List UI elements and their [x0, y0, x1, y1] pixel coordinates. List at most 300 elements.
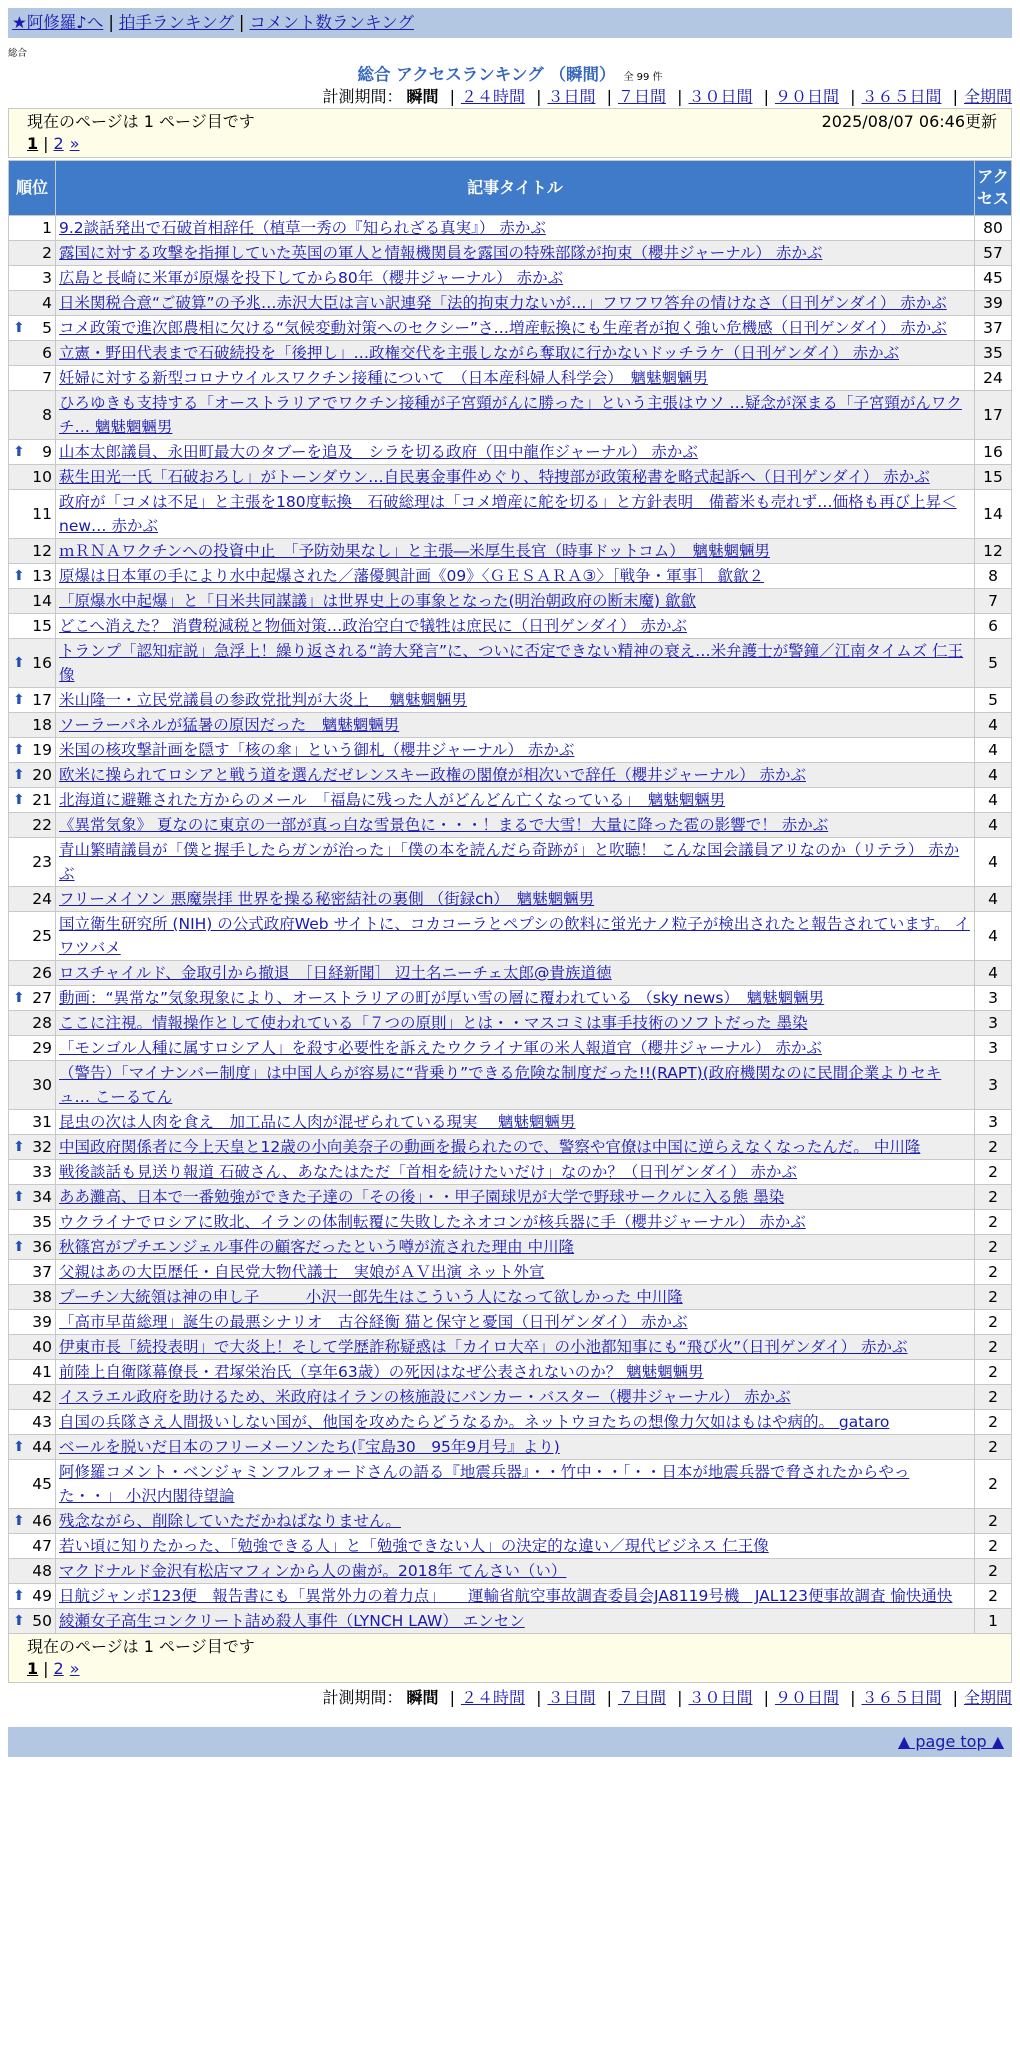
period-link-24h[interactable]: ２４時間 — [460, 87, 525, 106]
title-cell — [56, 341, 975, 366]
rank-cell — [9, 1534, 56, 1559]
article-link[interactable]: 米国の核攻撃計画を隠す「核の傘」という御札（櫻井ジャーナル） 赤かぶ — [59, 741, 575, 759]
access-count: 5 — [975, 688, 1012, 713]
rank-cell — [9, 1235, 56, 1260]
rank-number: 45 — [32, 1475, 52, 1493]
table-row — [9, 241, 1012, 266]
title-cell — [56, 1135, 975, 1160]
period-link-7d-bottom[interactable]: ７日間 — [617, 1688, 666, 1707]
article-link[interactable]: 綾瀬女子高生コンクリート詰め殺人事件（LYNCH LAW） エンセン — [59, 1612, 525, 1630]
ranking-title: 総合 アクセスランキング （瞬間） — [357, 65, 616, 84]
rank-number: 33 — [32, 1163, 52, 1181]
page-current: 1 — [27, 134, 39, 153]
title-cell — [56, 961, 975, 986]
rank-up-icon: ⬆ — [13, 990, 25, 1006]
page-link-2-bottom[interactable]: 2 — [53, 1659, 64, 1678]
access-count: 17 — [975, 391, 1012, 440]
article-link[interactable]: 萩生田光一氏「石破おろし」がトーンダウン…自民裏金事件めぐり、特捜部が政策秘書を略式起訴へ（日刊ゲンダイ） 赤かぶ — [59, 468, 930, 486]
period-link-90d-bottom[interactable]: ９０日間 — [774, 1688, 839, 1707]
header-rank: 順位 — [9, 161, 56, 216]
table-row — [9, 788, 1012, 813]
article-link[interactable]: 露国に対する攻撃を指揮していた英国の軍人と情報機関員を露国の特殊部隊が拘束（櫻井ジャーナル） 赤かぶ — [59, 244, 823, 262]
title-cell — [56, 1509, 975, 1534]
table-row — [9, 1360, 1012, 1385]
rank-number: 29 — [32, 1039, 52, 1057]
table-row — [9, 986, 1012, 1011]
access-count: 2 — [975, 1584, 1012, 1609]
article-link[interactable]: フリーメイソン 悪魔崇拝 世界を操る秘密結社の裏側 （街録ch） 魑魅魍魎男 — [59, 890, 595, 908]
rank-cell — [9, 1011, 56, 1036]
updated-time: 2025/08/07 06:46更新 — [821, 112, 997, 131]
access-count: 14 — [975, 490, 1012, 539]
table-row — [9, 1559, 1012, 1584]
access-count: 5 — [975, 639, 1012, 688]
rank-number: 28 — [32, 1014, 52, 1032]
table-row — [9, 1135, 1012, 1160]
title-cell — [56, 1011, 975, 1036]
rank-number: 47 — [32, 1537, 52, 1555]
rank-cell — [9, 688, 56, 713]
article-link[interactable]: 日米関税合意“ご破算”の予兆…赤沢大臣は言い訳連発「法的拘束力ないが…」フワフワ答弁の情けなさ（日刊ゲンダイ） 赤かぶ — [59, 294, 947, 312]
table-row — [9, 763, 1012, 788]
article-link[interactable]: 前陸上自衛隊幕僚長・君塚栄治氏（享年63歳）の死因はなぜ公表されないのか？ 魑魅魍魎男 — [59, 1363, 704, 1381]
table-row — [9, 391, 1012, 440]
article-link[interactable]: 妊婦に対する新型コロナウイルスワクチン接種について （日本産科婦人科学会） 魑魅魍魎男 — [59, 369, 708, 387]
nav-comment-ranking-link[interactable]: コメント数ランキング — [249, 13, 414, 32]
title-cell — [56, 838, 975, 887]
table-row — [9, 589, 1012, 614]
title-cell — [56, 788, 975, 813]
article-link[interactable]: ベールを脱いだ日本のフリーメーソンたち(『宝島30 95年9月号』より) — [59, 1438, 560, 1456]
rank-cell — [9, 366, 56, 391]
table-row — [9, 1285, 1012, 1310]
access-count: 2 — [975, 1310, 1012, 1335]
rank-cell — [9, 813, 56, 838]
table-row — [9, 564, 1012, 589]
rank-up-icon: ⬆ — [13, 1239, 25, 1255]
rank-number: 3 — [42, 269, 52, 287]
rank-number: 7 — [42, 369, 52, 387]
rank-number: 2 — [42, 244, 52, 262]
table-row — [9, 1410, 1012, 1435]
access-count: 2 — [975, 1160, 1012, 1185]
rank-number: 35 — [32, 1213, 52, 1231]
access-count: 2 — [975, 1534, 1012, 1559]
table-row — [9, 912, 1012, 961]
rank-number: 27 — [32, 989, 52, 1007]
access-count: 3 — [975, 1061, 1012, 1110]
rank-number: 15 — [32, 617, 52, 635]
article-link[interactable]: ウクライナでロシアに敗北、イランの体制転覆に失敗したネオコンが核兵器に手（櫻井ジャーナル） 赤かぶ — [59, 1213, 806, 1231]
title-cell — [56, 1260, 975, 1285]
rank-cell — [9, 564, 56, 589]
table-row — [9, 216, 1012, 241]
title-cell — [56, 713, 975, 738]
title-cell — [56, 1285, 975, 1310]
rank-number: 49 — [32, 1587, 52, 1605]
rank-cell — [9, 1584, 56, 1609]
period-link-3d[interactable]: ３日間 — [547, 87, 596, 106]
article-link[interactable]: 米山隆一・立民党議員の参政党批判が大炎上 魑魅魍魎男 — [59, 691, 467, 709]
rank-up-icon: ⬆ — [13, 1139, 25, 1155]
table-row — [9, 1110, 1012, 1135]
article-link[interactable]: 昆虫の次は人肉を食え 加工品に人肉が混ぜられている現実 魑魅魍魎男 — [59, 1113, 576, 1131]
article-link[interactable]: プーチン大統領は神の申し子＿＿＿小沢一郎先生はこういう人になって欲しかった 中川隆 — [59, 1288, 683, 1306]
table-row — [9, 961, 1012, 986]
title-cell — [56, 391, 975, 440]
rank-up-icon: ⬆ — [13, 320, 25, 336]
rank-up-icon: ⬆ — [13, 568, 25, 584]
table-row — [9, 440, 1012, 465]
title-cell — [56, 614, 975, 639]
table-row — [9, 1435, 1012, 1460]
footer-bar — [8, 1727, 1012, 1757]
table-row — [9, 490, 1012, 539]
table-row — [9, 1036, 1012, 1061]
rank-number: 19 — [32, 741, 52, 759]
rank-number: 10 — [32, 468, 52, 486]
rank-number: 23 — [32, 853, 52, 871]
article-link[interactable]: ソーラーパネルが猛暑の原因だった 魑魅魍魎男 — [59, 716, 400, 734]
title-cell — [56, 1110, 975, 1135]
rank-number: 34 — [32, 1188, 52, 1206]
title-cell — [56, 589, 975, 614]
rank-number: 14 — [32, 592, 52, 610]
rank-cell — [9, 216, 56, 241]
rank-up-icon: ⬆ — [13, 1189, 25, 1205]
rank-up-icon: ⬆ — [13, 444, 25, 460]
access-count: 4 — [975, 788, 1012, 813]
rank-cell — [9, 713, 56, 738]
table-row — [9, 1460, 1012, 1509]
rank-cell — [9, 838, 56, 887]
access-count: 2 — [975, 1235, 1012, 1260]
rank-cell — [9, 887, 56, 912]
title-cell — [56, 465, 975, 490]
title-cell — [56, 1385, 975, 1410]
article-link[interactable]: 動画：“異常な”気象現象により、オーストラリアの町が厚い雪の層に覆われている （sky news） 魑魅魍魎男 — [59, 989, 825, 1007]
period-label-bottom: 計測期間： — [322, 1688, 403, 1707]
access-count: 2 — [975, 1509, 1012, 1534]
title-cell — [56, 366, 975, 391]
period-link-30d-bottom[interactable]: ３０日間 — [688, 1688, 753, 1707]
article-link[interactable]: 中国政府関係者に今上天皇と12歳の小向美奈子の動画を撮られたので、警察や官僚は中国に逆らえなくなったんだ。 中川隆 — [59, 1138, 921, 1156]
rank-number: 16 — [32, 654, 52, 672]
access-count: 2 — [975, 1210, 1012, 1235]
access-count: 4 — [975, 813, 1012, 838]
article-link[interactable]: 残念ながら、削除していただかねばなりません。 — [59, 1512, 401, 1530]
page-next-link[interactable]: » — [69, 134, 80, 153]
article-link[interactable]: コメ政策で進次郎農相に欠ける“気候変動対策へのセクシー”さ…増産転換にも生産者が抱く強い危機感（日刊ゲンダイ） 赤かぶ — [59, 319, 947, 337]
table-row — [9, 813, 1012, 838]
rank-number: 48 — [32, 1562, 52, 1580]
access-count: 4 — [975, 713, 1012, 738]
article-link[interactable]: 自国の兵隊さえ人間扱いしない国が、他国を攻めたらどうなるか。ネットウヨたちの想像力欠如はもはや病的。 gataro — [59, 1413, 890, 1431]
rank-cell — [9, 986, 56, 1011]
table-row — [9, 1310, 1012, 1335]
period-link-30d[interactable]: ３０日間 — [688, 87, 753, 106]
period-selector-bottom: 計測期間： 瞬間 | ２４時間 | ３日間 | ７日間 | ３０日間 | ９０日間 | ３６５日間 | 全期間 — [322, 1688, 1012, 1707]
access-count: 2 — [975, 1385, 1012, 1410]
access-count: 2 — [975, 1559, 1012, 1584]
access-count: 12 — [975, 539, 1012, 564]
article-link[interactable]: 「高市早苗総理」誕生の最悪シナリオ 古谷経衡 猫と保守と憂国（日刊ゲンダイ） 赤かぶ — [59, 1313, 688, 1331]
access-count: 16 — [975, 440, 1012, 465]
access-count: 1 — [975, 1609, 1012, 1634]
article-link[interactable]: トランプ「認知症説」急浮上！繰り返される“誇大発言”に、ついに否定できない精神の衰え…米弁護士が警鐘／江南タイムズ 仁王像 — [59, 642, 964, 684]
table-row — [9, 366, 1012, 391]
rank-cell — [9, 316, 56, 341]
page-top-link[interactable]: ▲ page top ▲ — [897, 1732, 1004, 1751]
access-count: 2 — [975, 1185, 1012, 1210]
title-cell — [56, 688, 975, 713]
rank-cell — [9, 1260, 56, 1285]
table-row — [9, 1260, 1012, 1285]
rank-cell — [9, 639, 56, 688]
ranking-table — [8, 160, 1012, 1634]
article-link[interactable]: イスラエル政府を助けるため、米政府はイランの核施設にバンカー・バスター（櫻井ジャーナル） 赤かぶ — [59, 1388, 791, 1406]
rank-cell — [9, 1061, 56, 1110]
article-link[interactable]: ひろゆきも支持する「オーストラリアでワクチン接種が子宮頸がんに勝った」という主張はウソ …疑念が深まる「子宮頸がんワクチ… 魑魅魍魎男 — [59, 394, 962, 436]
rank-up-icon: ⬆ — [13, 655, 25, 671]
title-cell — [56, 266, 975, 291]
access-count: 4 — [975, 912, 1012, 961]
article-link[interactable]: 伊東市長「続投表明」で大炎上！そして学歴詐称疑惑は「カイロ大卒」の小池都知事にも“飛び火”（日刊ゲンダイ） 赤かぶ — [59, 1338, 908, 1356]
title-cell — [56, 1210, 975, 1235]
article-link[interactable]: 立憲・野田代表まで石破続投を「後押し」…政権交代を主張しながら奪取に行かないドッチラケ（日刊ゲンダイ） 赤かぶ — [59, 344, 900, 362]
article-link[interactable]: 「原爆水中起爆」と「日米共同謀議」は世界史上の事象となった(明治朝政府の断末魔) 歙歙 — [59, 592, 697, 610]
table-row — [9, 1509, 1012, 1534]
title-cell — [56, 490, 975, 539]
table-row — [9, 887, 1012, 912]
rank-cell — [9, 961, 56, 986]
access-count: 80 — [975, 216, 1012, 241]
article-link[interactable]: 若い頃に知りたかった、「勉強できる人」と「勉強できない人」の決定的な違い／現代ビジネス 仁王像 — [59, 1537, 769, 1555]
page-link-2[interactable]: 2 — [53, 134, 64, 153]
article-link[interactable]: ロスチャイルド、金取引から撤退 ［日経新聞］ 辺土名ニーチェ太郎@貴族道徳 — [59, 964, 612, 982]
article-link[interactable]: 政府が「コメは不足」と主張を180度転換 石破総理は「コメ増産に舵を切る」と方針表明 備蓄米も売れず…価格も再び上昇＜new… 赤かぶ — [59, 493, 957, 535]
header-access: アクセス — [975, 161, 1012, 216]
rank-cell — [9, 1410, 56, 1435]
rank-up-icon: ⬆ — [13, 1513, 25, 1529]
access-count: 8 — [975, 564, 1012, 589]
rank-up-icon: ⬆ — [13, 1439, 25, 1455]
pager-bottom: 現在のページは 1 ページ目です 1 | 2 » — [8, 1634, 1012, 1683]
rank-number: 4 — [42, 294, 52, 312]
access-count: 15 — [975, 465, 1012, 490]
period-link-24h-bottom[interactable]: ２４時間 — [460, 1688, 525, 1707]
rank-cell — [9, 1110, 56, 1135]
period-link-all[interactable]: 全期間 — [963, 87, 1012, 106]
rank-cell — [9, 1385, 56, 1410]
table-row — [9, 539, 1012, 564]
rank-cell — [9, 1210, 56, 1235]
access-count: 2 — [975, 1135, 1012, 1160]
title-cell — [56, 1460, 975, 1509]
rank-cell — [9, 241, 56, 266]
rank-number: 37 — [32, 1263, 52, 1281]
table-row — [9, 1185, 1012, 1210]
title-cell — [56, 1410, 975, 1435]
table-row — [9, 614, 1012, 639]
period-link-365d-bottom[interactable]: ３６５日間 — [861, 1688, 942, 1707]
article-link[interactable]: 広島と長崎に米軍が原爆を投下してから80年（櫻井ジャーナル） 赤かぶ — [59, 269, 564, 287]
rank-number: 5 — [42, 319, 52, 337]
nav-applause-ranking-link[interactable]: 拍手ランキング — [118, 13, 234, 32]
rank-number: 8 — [42, 406, 52, 424]
rank-number: 42 — [32, 1388, 52, 1406]
rank-cell — [9, 291, 56, 316]
article-link[interactable]: 欧米に操られてロシアと戦う道を選んだゼレンスキー政権の閣僚が相次いで辞任（櫻井ジャーナル） 赤かぶ — [59, 766, 806, 784]
title-cell — [56, 216, 975, 241]
rank-up-icon: ⬆ — [13, 1588, 25, 1604]
table-row — [9, 1160, 1012, 1185]
article-link[interactable]: マクドナルド金沢有松店マフィンから人の歯が。2018年 てんさい（い） — [59, 1562, 567, 1580]
access-count: 24 — [975, 366, 1012, 391]
rank-number: 32 — [32, 1138, 52, 1156]
access-count: 2 — [975, 1260, 1012, 1285]
title-cell — [56, 912, 975, 961]
table-row — [9, 688, 1012, 713]
article-link[interactable]: どこへ消えた？ 消費税減税と物価対策…政治空白で犠牲は庶民に（日刊ゲンダイ） 赤かぶ — [59, 617, 687, 635]
rank-up-icon: ⬆ — [13, 767, 25, 783]
rank-number: 17 — [32, 691, 52, 709]
title-cell — [56, 1036, 975, 1061]
title-cell — [56, 1584, 975, 1609]
title-cell — [56, 639, 975, 688]
rank-number: 20 — [32, 766, 52, 784]
title-cell — [56, 763, 975, 788]
rank-number: 26 — [32, 964, 52, 982]
period-link-all-bottom[interactable]: 全期間 — [963, 1688, 1012, 1707]
table-row — [9, 1011, 1012, 1036]
access-count: 2 — [975, 1360, 1012, 1385]
rank-cell — [9, 1185, 56, 1210]
access-count: 2 — [975, 1460, 1012, 1509]
article-link[interactable]: （警告）「マイナンバー制度」は中国人らが容易に“背乗り”できる危険な制度だった!!(RAPT)(政府機関なのに民間企業よりセキュ… こーるてん — [59, 1064, 942, 1106]
article-link[interactable]: 青山繁晴議員が「僕と握手したらガンが治った」「僕の本を読んだら奇跡が」と吹聴！ こんな国会議員アリなのか（リテラ） 赤かぶ — [59, 841, 960, 883]
table-row — [9, 1385, 1012, 1410]
rank-number: 43 — [32, 1413, 52, 1431]
access-count: 4 — [975, 738, 1012, 763]
title-cell — [56, 1559, 975, 1584]
rank-cell — [9, 589, 56, 614]
table-row — [9, 1061, 1012, 1110]
rank-number: 9 — [42, 443, 52, 461]
period-current: 瞬間 — [406, 87, 439, 106]
access-count: 2 — [975, 1410, 1012, 1435]
table-row — [9, 341, 1012, 366]
rank-number: 30 — [32, 1076, 52, 1094]
rank-up-icon: ⬆ — [13, 792, 25, 808]
article-link[interactable]: 山本太郎議員、永田町最大のタブーを追及 シラを切る政府（田中龍作ジャーナル） 赤かぶ — [59, 443, 698, 461]
page-next-link-bottom[interactable]: » — [69, 1659, 80, 1678]
title-cell — [56, 241, 975, 266]
nav-asyura-link[interactable]: ★阿修羅♪へ — [12, 13, 104, 32]
pager-top: 現在のページは 1 ページ目です 2025/08/07 06:46更新 1 | 2 » — [8, 108, 1012, 158]
article-link[interactable]: ｍＲＮＡワクチンへの投資中止 「予防効果なし」と主張―米厚生長官（時事ドットコム） 魑魅魍魎男 — [59, 542, 770, 560]
article-link[interactable]: 「モンゴル人種に属すロシア人」を殺す必要性を訴えたウクライナ軍の米人報道官（櫻井ジャーナル） 赤かぶ — [59, 1039, 822, 1057]
rank-number: 44 — [32, 1438, 52, 1456]
period-link-7d[interactable]: ７日間 — [617, 87, 666, 106]
table-row — [9, 465, 1012, 490]
access-count: 2 — [975, 1435, 1012, 1460]
access-count: 39 — [975, 291, 1012, 316]
rank-number: 36 — [32, 1238, 52, 1256]
article-link[interactable]: 9.2談話発出で石破首相辞任（植草一秀の『知られざる真実』） 赤かぶ — [59, 219, 546, 237]
rank-number: 31 — [32, 1113, 52, 1131]
title-cell — [56, 1435, 975, 1460]
table-row — [9, 1335, 1012, 1360]
article-link[interactable]: 秋篠宮がプチエンジェル事件の顧客だったという噂が流された理由 中川隆 — [59, 1238, 575, 1256]
rank-cell — [9, 1360, 56, 1385]
title-cell — [56, 1235, 975, 1260]
table-row — [9, 838, 1012, 887]
period-link-365d[interactable]: ３６５日間 — [861, 87, 942, 106]
rank-cell — [9, 614, 56, 639]
access-count: 2 — [975, 1285, 1012, 1310]
rank-up-icon: ⬆ — [13, 742, 25, 758]
rank-up-icon: ⬆ — [13, 1613, 25, 1629]
article-link[interactable]: 日航ジャンボ123便 報告書にも「異常外力の着力点」 運輸省航空事故調査委員会JA8119号機 JAL123便事故調査 愉快通快 — [59, 1587, 953, 1605]
table-row — [9, 1235, 1012, 1260]
rank-cell — [9, 1435, 56, 1460]
article-link[interactable]: 国立衛生研究所 (NIH) の公式政府Web サイトに、コカコーラとペプシの飲料に蛍光ナノ粒子が検出されたと報告されています。 イワツバメ — [59, 915, 970, 957]
rank-cell — [9, 1310, 56, 1335]
table-row — [9, 316, 1012, 341]
access-count: 4 — [975, 961, 1012, 986]
article-link[interactable]: 北海道に避難された方からのメール 「福島に残った人がどんどん亡くなっている」 魑魅魍魎男 — [59, 791, 726, 809]
rank-number: 39 — [32, 1313, 52, 1331]
table-row — [9, 639, 1012, 688]
article-link[interactable]: ああ灘高、日本で一番勉強ができた子達の「その後」・・甲子園球児が大学で野球サークルに入る態 墨染 — [59, 1188, 785, 1206]
title-cell — [56, 1160, 975, 1185]
title-cell — [56, 813, 975, 838]
rank-cell — [9, 341, 56, 366]
rank-cell — [9, 763, 56, 788]
top-nav: ★阿修羅♪へ | 拍手ランキング | コメント数ランキング — [8, 8, 1012, 38]
table-row — [9, 266, 1012, 291]
article-link[interactable]: 阿修羅コメント・ベンジャミンフルフォードさんの語る『地震兵器』・・竹中・・「・・日本が地震兵器で脅されたからやった・・」 小沢内閣待望論 — [59, 1463, 910, 1505]
title-cell — [56, 887, 975, 912]
rank-number: 18 — [32, 716, 52, 734]
article-link[interactable]: ここに注視。情報操作として使われている「７つの原則」とは・・マスコミは事手技術のソフトだった 墨染 — [59, 1014, 808, 1032]
access-count: 2 — [975, 1335, 1012, 1360]
period-link-90d[interactable]: ９０日間 — [774, 87, 839, 106]
article-link[interactable]: 《異常気象》 夏なのに東京の一部が真っ白な雪景色に・・・！まるで大雪！大量に降った雹の影響で！ 赤かぶ — [59, 816, 829, 834]
rank-number: 1 — [42, 219, 52, 237]
rank-number: 46 — [32, 1512, 52, 1530]
table-row — [9, 291, 1012, 316]
rank-cell — [9, 1509, 56, 1534]
article-link[interactable]: 戦後談話も見送り報道 石破さん、あなたはただ「首相を続けたいだけ」なのか？（日刊ゲンダイ） 赤かぶ — [59, 1163, 798, 1181]
period-link-3d-bottom[interactable]: ３日間 — [547, 1688, 596, 1707]
access-count: 3 — [975, 1110, 1012, 1135]
period-label: 計測期間： — [322, 87, 403, 106]
rank-cell — [9, 1559, 56, 1584]
title-cell — [56, 1185, 975, 1210]
article-link[interactable]: 原爆は日本軍の手により水中起爆された／藩優興計画《09》〈ＧＥＳＡＲＡ③〉［戦争・軍事］ 歙歙２ — [59, 567, 765, 585]
access-count: 45 — [975, 266, 1012, 291]
rank-number: 6 — [42, 344, 52, 362]
table-row — [9, 1210, 1012, 1235]
article-link[interactable]: 父親はあの大臣歴任・自民党大物代議士 実娘がＡＶ出演 ネット外宣 — [59, 1263, 545, 1281]
title-cell — [56, 1310, 975, 1335]
rank-cell — [9, 440, 56, 465]
period-selector-top: 計測期間： 瞬間 | ２４時間 | ３日間 | ７日間 | ３０日間 | ９０日間 | ３６５日間 | 全期間 — [322, 87, 1012, 106]
access-count: 57 — [975, 241, 1012, 266]
page-title — [8, 64, 1012, 86]
